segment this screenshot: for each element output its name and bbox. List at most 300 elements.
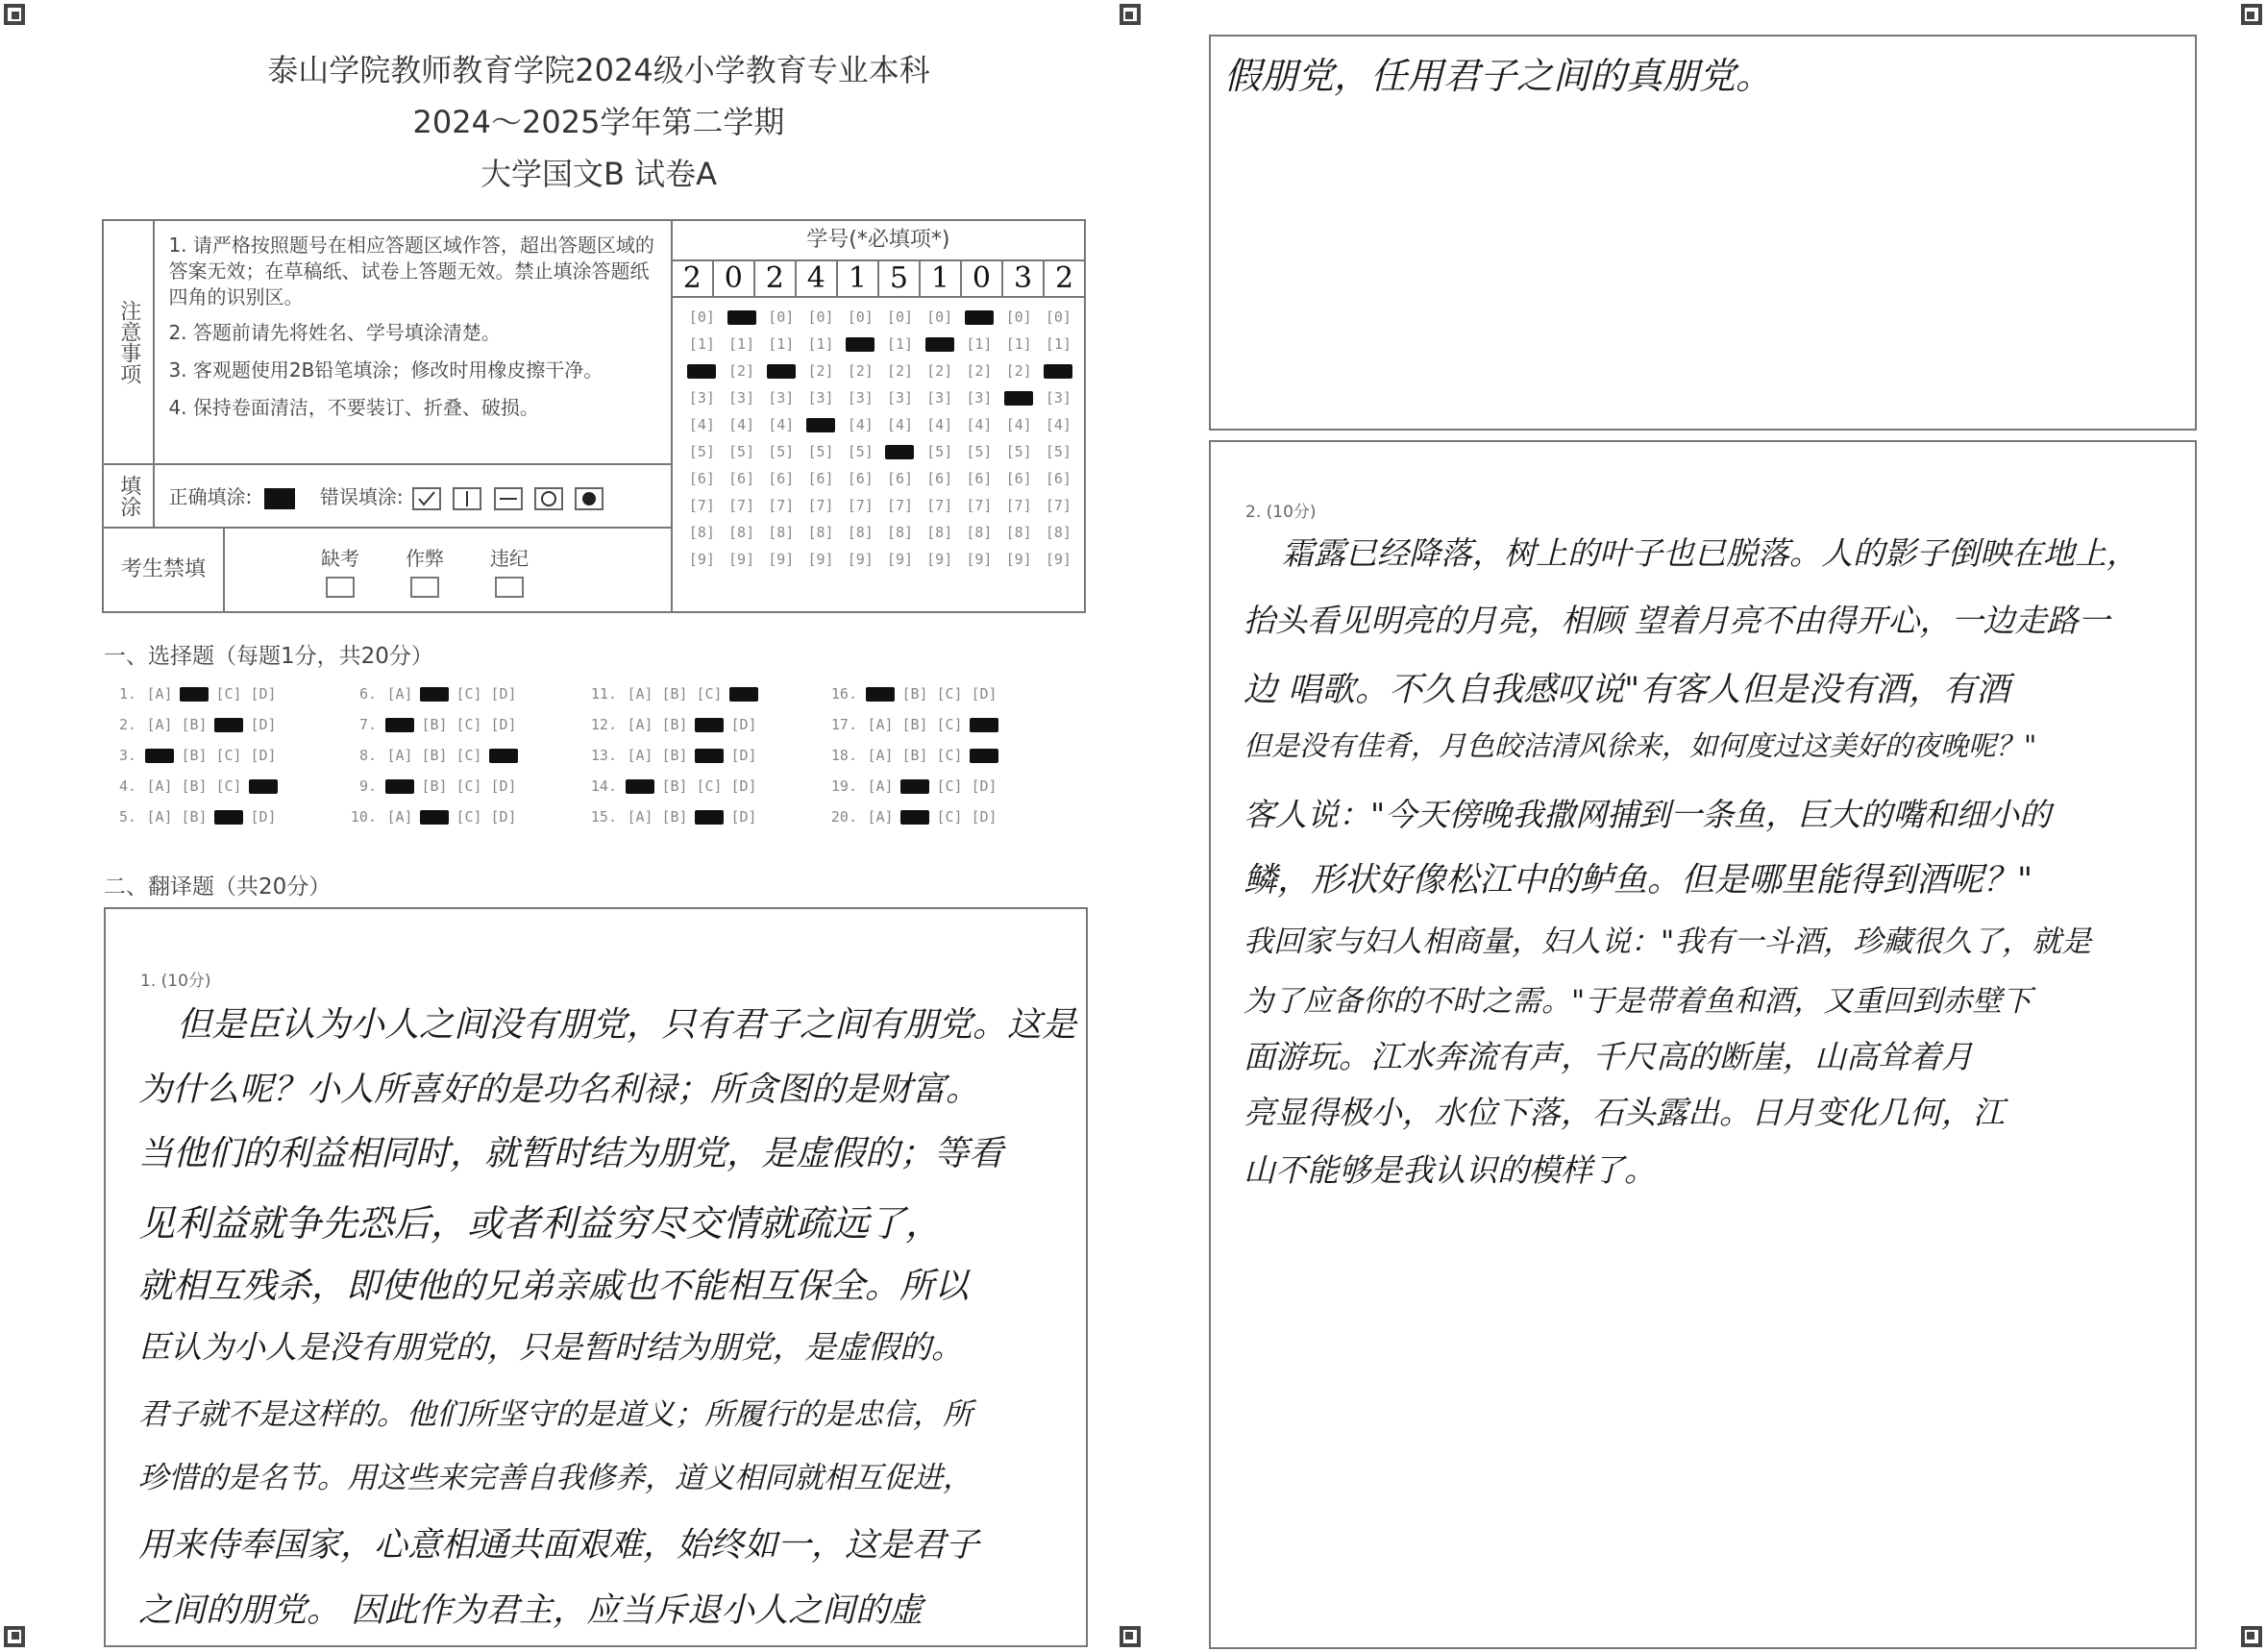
choice-option-c[interactable]: [C] [456, 685, 482, 703]
choice-option-c[interactable]: [C] [456, 747, 482, 764]
notice-label: 注意事项 [116, 300, 141, 384]
student-id-bubble[interactable]: [4] [1045, 416, 1071, 433]
cheating-label: 作弊 [406, 546, 444, 570]
student-id-bubble[interactable]: [3] [688, 389, 715, 407]
q1-line: 但是臣认为小人之间没有朋党，只有君子之间有朋党。这是 [177, 1005, 1077, 1045]
choice-option-a[interactable]: [A] [146, 716, 173, 733]
filled-mark [695, 718, 724, 732]
student-id-bubble[interactable]: [9] [1045, 551, 1071, 568]
student-id-bubble[interactable]: [5] [768, 443, 795, 460]
q1-line: 为什么呢？小人所喜好的是功名利禄；所贪图的是财富。 [138, 1071, 980, 1109]
answer-box-q1-continued[interactable] [1209, 35, 2197, 431]
student-id-bubble[interactable]: [4] [768, 416, 795, 433]
student-id-bubble[interactable]: [1] [1045, 335, 1071, 353]
student-id-bubble[interactable]: [6] [886, 470, 914, 487]
choice-option-c[interactable] [211, 801, 246, 832]
student-id-bubble[interactable] [1039, 358, 1078, 384]
student-id-bubble[interactable]: [4] [1005, 416, 1032, 433]
student-id-bubble[interactable]: [7] [966, 497, 993, 514]
answer-sheet-info-table [102, 219, 1086, 613]
student-id-bubble[interactable]: [2] [847, 362, 874, 380]
exam-title-line1: 泰山学院教师教育学院2024级小学教育专业本科 [267, 52, 930, 88]
student-id-bubble[interactable]: [8] [1045, 524, 1071, 541]
filled-mark [385, 718, 414, 732]
choice-option-a[interactable]: [A] [627, 808, 653, 826]
filled-mark [145, 749, 174, 763]
choice-option-a[interactable]: [A] [386, 685, 413, 703]
student-id-bubble[interactable]: [6] [1005, 470, 1032, 487]
filled-mark [900, 810, 929, 825]
filled-mark [214, 810, 243, 825]
q1-line: 君子就不是这样的。他们所坚守的是道义；所履行的是忠信，所 [138, 1397, 973, 1432]
choice-question-row [825, 801, 1001, 832]
student-id-bubble[interactable]: [3] [1045, 389, 1071, 407]
question-number: 20. [830, 808, 857, 826]
student-id-bubble[interactable]: [8] [926, 524, 953, 541]
choice-question-row [104, 709, 281, 740]
choice-option-a[interactable]: [A] [627, 716, 653, 733]
filled-mark [925, 337, 954, 352]
choice-question-row [584, 801, 761, 832]
choice-option-a[interactable]: [A] [867, 777, 894, 795]
student-id-bubble[interactable]: [1] [886, 335, 914, 353]
question-number: 1. [118, 685, 136, 703]
choice-question-row [584, 678, 761, 709]
choice-option-d[interactable]: [D] [730, 747, 757, 764]
filled-mark [1044, 364, 1072, 379]
student-id-bubble[interactable]: [7] [886, 497, 914, 514]
choice-option-c[interactable]: [C] [456, 716, 482, 733]
correct-fill-label: 正确填涂: [168, 485, 253, 509]
choice-question-row [344, 771, 521, 801]
student-id-bubble[interactable]: [0] [886, 308, 914, 326]
student-id-bubble[interactable]: [5] [847, 443, 874, 460]
notice-item-2: 2. 答题前请先将姓名、学号填涂清楚。 [168, 321, 501, 344]
q2-line: 面游玩。江水奔流有声，千尺高的断崖，山高耸着月 [1244, 1038, 1973, 1075]
choice-option-d[interactable]: [D] [490, 777, 517, 795]
choice-option-b[interactable]: [B] [661, 808, 688, 826]
student-id-digits [673, 259, 1084, 298]
notice-label-cell [103, 220, 154, 464]
student-id-bubble[interactable]: [6] [966, 470, 993, 487]
absent-option[interactable] [321, 543, 359, 598]
choice-option-c[interactable]: [C] [456, 777, 482, 795]
student-id-bubble[interactable]: [2] [926, 362, 953, 380]
student-id-bubble[interactable]: [6] [1045, 470, 1071, 487]
question-number: 11. [590, 685, 617, 703]
choice-question-row [344, 678, 521, 709]
violation-label: 违纪 [490, 546, 529, 570]
student-id-bubble[interactable]: [4] [847, 416, 874, 433]
choice-option-d[interactable]: [D] [490, 716, 517, 733]
student-id-bubble[interactable]: [7] [688, 497, 715, 514]
student-id-bubble[interactable]: [5] [688, 443, 715, 460]
choice-option-b[interactable]: [B] [181, 747, 208, 764]
question-number: 4. [118, 777, 136, 795]
question-number: 9. [358, 777, 377, 795]
question-number: 13. [590, 747, 617, 764]
filled-mark [846, 337, 874, 352]
q1-line: 当他们的利益相同时，就暂时结为朋党，是虚假的；等看 [138, 1134, 1004, 1173]
student-id-bubble[interactable]: [1] [728, 335, 755, 353]
wrong-fill-dash-icon [494, 487, 523, 510]
filled-mark [180, 687, 209, 702]
choice-option-a[interactable]: [A] [386, 808, 413, 826]
choice-option-a[interactable] [142, 740, 177, 771]
q2-line: 霜露已经降落，树上的叶子也已脱落。人的影子倒映在地上， [1282, 534, 2138, 572]
student-id-bubble[interactable]: [9] [966, 551, 993, 568]
choice-question-row [584, 709, 761, 740]
filled-mark [214, 718, 243, 732]
choice-option-b[interactable]: [B] [661, 685, 688, 703]
student-id-bubble[interactable]: [8] [768, 524, 795, 541]
student-id-bubble[interactable]: [6] [926, 470, 953, 487]
student-id-bubble[interactable]: [7] [728, 497, 755, 514]
student-id-bubble[interactable]: [1] [1005, 335, 1032, 353]
choice-option-b[interactable]: [B] [421, 747, 448, 764]
student-id-bubble[interactable]: [7] [1005, 497, 1032, 514]
choice-option-b[interactable]: [B] [901, 716, 928, 733]
choice-option-a[interactable] [863, 678, 898, 709]
student-id-bubble[interactable]: [5] [926, 443, 953, 460]
student-id-digit: 0 [714, 261, 755, 296]
filled-mark [1004, 391, 1033, 406]
choice-column-2 [344, 678, 521, 832]
filled-mark [385, 779, 414, 794]
choice-option-d[interactable] [967, 740, 1001, 771]
student-id-bubble[interactable]: [3] [847, 389, 874, 407]
choice-question-row [344, 740, 521, 771]
choice-option-c[interactable] [692, 801, 727, 832]
student-id-bubble[interactable]: [1] [807, 335, 834, 353]
answer-box-q1[interactable] [104, 907, 1088, 1647]
filled-mark [249, 779, 278, 794]
filled-mark [687, 364, 716, 379]
choice-option-b[interactable]: [B] [421, 777, 448, 795]
choice-option-c[interactable]: [C] [456, 808, 482, 826]
choice-question-row [584, 740, 761, 771]
corner-marker-bottom-left [4, 1626, 25, 1647]
student-id-bubble[interactable]: [6] [728, 470, 755, 487]
choice-question-row [825, 678, 1001, 709]
choice-option-b[interactable]: [B] [901, 747, 928, 764]
student-id-bubble[interactable]: [0] [1005, 308, 1032, 326]
choice-option-d[interactable]: [D] [250, 716, 277, 733]
student-id-bubble[interactable]: [5] [807, 443, 834, 460]
student-id-bubble[interactable]: [8] [807, 524, 834, 541]
choice-option-c[interactable] [211, 709, 246, 740]
student-id-bubble[interactable]: [8] [966, 524, 993, 541]
q1-line: 之间的朋党。 因此作为君主，应当斥退小人之间的虚 [138, 1591, 924, 1630]
student-id-bubble[interactable]: [3] [926, 389, 953, 407]
student-id-bubble[interactable]: [9] [926, 551, 953, 568]
q1-continuation-line: 假朋党，任用君子之间的真朋党。 [1224, 55, 1773, 97]
choice-question-row [584, 771, 761, 801]
wrong-fill-dot-icon [575, 487, 603, 510]
filled-mark [970, 718, 998, 732]
wrong-fill-label: 错误填涂: [319, 485, 404, 509]
student-id-bubble[interactable]: [8] [688, 524, 715, 541]
choice-option-d[interactable]: [D] [730, 716, 757, 733]
choice-option-d[interactable]: [D] [250, 808, 277, 826]
student-id-bubble[interactable]: [2] [807, 362, 834, 380]
student-id-bubble[interactable]: [1] [688, 335, 715, 353]
question-number: 5. [118, 808, 136, 826]
translation-section-title: 二、翻译题（共20分） [104, 875, 332, 900]
q1-line: 就相互残杀，即使他的兄弟亲戚也不能相互保全。所以 [138, 1267, 970, 1306]
choice-option-a[interactable] [623, 771, 657, 801]
choice-question-row [825, 740, 1001, 771]
student-id-bubble[interactable]: [1] [966, 335, 993, 353]
choice-option-d[interactable] [246, 771, 281, 801]
choice-option-c[interactable]: [C] [215, 777, 242, 795]
question-number: 6. [358, 685, 377, 703]
fill-label: 填涂 [116, 475, 141, 517]
cheating-option[interactable] [406, 543, 444, 598]
student-id-bubble[interactable]: [9] [728, 551, 755, 568]
student-id-bubble[interactable]: [9] [688, 551, 715, 568]
choice-question-row [104, 740, 281, 771]
choice-option-c[interactable]: [C] [215, 685, 242, 703]
student-id-bubble[interactable]: [7] [847, 497, 874, 514]
choice-option-a[interactable]: [A] [146, 808, 173, 826]
filled-mark [420, 810, 449, 825]
notice-item-1: 1. 请严格按照题号在相应答题区域作答，超出答题区域的答案无效；在草稿纸、试卷上答题无效。禁止填涂答题纸四角的识别区。 [168, 234, 654, 308]
q2-line: 边 唱歌。不久自我感叹说"有客人但是没有酒，有酒 [1244, 671, 2010, 709]
student-id-bubble[interactable]: [6] [768, 470, 795, 487]
student-id-bubble[interactable]: [2] [966, 362, 993, 380]
choice-option-c[interactable]: [C] [936, 685, 963, 703]
choice-option-b[interactable]: [B] [661, 777, 688, 795]
student-id-bubble[interactable]: [5] [1045, 443, 1071, 460]
prohibited-cell [103, 528, 672, 612]
student-id-bubble[interactable]: [0] [926, 308, 953, 326]
student-id-bubble[interactable]: [7] [1045, 497, 1071, 514]
student-id-digit: 1 [838, 261, 879, 296]
choice-option-c[interactable]: [C] [936, 747, 963, 764]
wrong-fill-check-icon [412, 487, 441, 510]
absent-label: 缺考 [321, 546, 359, 570]
filled-mark [729, 687, 758, 702]
filled-mark [866, 687, 895, 702]
student-id-bubble[interactable]: [5] [1005, 443, 1032, 460]
choice-option-a[interactable]: [A] [146, 685, 173, 703]
student-id-bubble[interactable] [722, 304, 761, 331]
student-id-bubble[interactable]: [3] [728, 389, 755, 407]
student-id-bubble[interactable]: [0] [768, 308, 795, 326]
student-id-bubble[interactable]: [4] [886, 416, 914, 433]
corner-marker-top-right [2241, 4, 2262, 25]
filled-mark [767, 364, 796, 379]
choice-option-a[interactable]: [A] [146, 777, 173, 795]
student-id-bubble-grid[interactable] [673, 298, 1084, 573]
student-id-bubble[interactable]: [8] [886, 524, 914, 541]
question-number: 8. [358, 747, 377, 764]
choice-option-b[interactable]: [B] [901, 685, 928, 703]
notice-item-3: 3. 客观题使用2B铅笔填涂；修改时用橡皮擦干净。 [168, 358, 603, 382]
q2-line: 客人说："今天傍晚我撒网捕到一条鱼，巨大的嘴和细小的 [1244, 796, 2052, 833]
student-id-digit: 4 [797, 261, 838, 296]
wrong-fill-bar-icon [453, 487, 481, 510]
choice-option-c[interactable]: [C] [936, 716, 963, 733]
notice-items-cell [154, 220, 671, 464]
student-id-bubble[interactable]: [8] [847, 524, 874, 541]
choice-option-b[interactable] [898, 801, 932, 832]
choice-option-d[interactable]: [D] [250, 747, 277, 764]
choice-option-a[interactable]: [A] [386, 747, 413, 764]
choice-option-c[interactable]: [C] [696, 777, 723, 795]
student-id-bubble[interactable]: [9] [886, 551, 914, 568]
choice-option-d[interactable]: [D] [730, 808, 757, 826]
student-id-bubble[interactable]: [5] [728, 443, 755, 460]
student-id-digit: 0 [962, 261, 1003, 296]
student-id-bubble[interactable]: [0] [688, 308, 715, 326]
choice-option-c[interactable] [692, 709, 727, 740]
choice-option-d[interactable] [727, 678, 761, 709]
student-id-bubble[interactable]: [3] [807, 389, 834, 407]
student-id-bubble[interactable]: [0] [847, 308, 874, 326]
q2-line: 但是没有佳肴，月色皎洁清风徐来，如何度过这美好的夜晚呢？" [1244, 729, 2037, 762]
choice-option-b[interactable]: [B] [181, 716, 208, 733]
q1-line: 见利益就争先恐后，或者利益穷尽交情就疏远了， [138, 1202, 943, 1245]
student-id-bubble[interactable] [761, 358, 800, 384]
choice-option-a[interactable] [382, 709, 417, 740]
question-number: 16. [830, 685, 857, 703]
student-id-bubble[interactable]: [4] [688, 416, 715, 433]
student-id-bubble[interactable]: [2] [886, 362, 914, 380]
student-id-bubble[interactable] [920, 331, 959, 358]
question-number: 15. [590, 808, 617, 826]
fill-example-cell [154, 464, 671, 528]
choice-option-b[interactable] [898, 771, 932, 801]
choice-option-b[interactable]: [B] [421, 716, 448, 733]
student-id-bubble[interactable]: [9] [1005, 551, 1032, 568]
cheating-box[interactable] [410, 577, 439, 598]
choice-option-a[interactable]: [A] [867, 808, 894, 826]
student-id-bubble[interactable]: [2] [1005, 362, 1032, 380]
violation-option[interactable] [490, 543, 529, 598]
choice-option-b[interactable] [177, 678, 211, 709]
choice-option-b[interactable]: [B] [661, 716, 688, 733]
student-id-bubble[interactable]: [7] [768, 497, 795, 514]
correct-fill-example [264, 488, 295, 509]
student-id-bubble[interactable] [800, 411, 840, 438]
choice-option-b[interactable] [417, 801, 452, 832]
violation-box[interactable] [495, 577, 524, 598]
choice-option-d[interactable]: [D] [730, 777, 757, 795]
student-id-bubble[interactable] [959, 304, 998, 331]
choice-option-c[interactable]: [C] [936, 808, 963, 826]
choice-option-d[interactable]: [D] [971, 808, 998, 826]
question-number: 19. [830, 777, 857, 795]
student-id-digit: 5 [879, 261, 921, 296]
student-id-bubble[interactable]: [4] [926, 416, 953, 433]
q2-label: 2. (10分) [1245, 503, 1317, 522]
student-id-bubble[interactable]: [2] [728, 362, 755, 380]
choice-option-d[interactable]: [D] [250, 685, 277, 703]
student-id-bubble[interactable] [880, 438, 920, 465]
student-id-bubble[interactable]: [5] [966, 443, 993, 460]
filled-mark [420, 687, 449, 702]
corner-marker-bottom-middle [1120, 1626, 1141, 1647]
filled-mark [626, 779, 654, 794]
choice-option-c[interactable]: [C] [696, 685, 723, 703]
filled-mark [885, 445, 914, 459]
question-number: 17. [830, 716, 857, 733]
choice-option-a[interactable]: [A] [867, 747, 894, 764]
exam-title-line3: 大学国文B 试卷A [480, 156, 718, 192]
student-id-bubble[interactable]: [6] [688, 470, 715, 487]
choice-option-c[interactable]: [C] [215, 747, 242, 764]
choice-option-d[interactable]: [D] [490, 685, 517, 703]
absent-box[interactable] [326, 577, 355, 598]
student-id-bubble[interactable]: [4] [966, 416, 993, 433]
choice-option-b[interactable]: [B] [181, 808, 208, 826]
filled-mark [695, 810, 724, 825]
student-id-bubble[interactable]: [3] [966, 389, 993, 407]
choice-option-c[interactable]: [C] [936, 777, 963, 795]
choice-option-b[interactable]: [B] [181, 777, 208, 795]
student-id-bubble[interactable]: [8] [728, 524, 755, 541]
filled-mark [965, 310, 994, 325]
student-id-bubble[interactable]: [8] [1005, 524, 1032, 541]
choice-option-a[interactable]: [A] [867, 716, 894, 733]
student-id-digit: 2 [673, 261, 714, 296]
q2-line: 为了应备你的不时之需。"于是带着鱼和酒，又重回到赤壁下 [1244, 984, 2032, 1019]
student-id-digit: 2 [755, 261, 797, 296]
student-id-bubble[interactable]: [3] [768, 389, 795, 407]
student-id-bubble[interactable] [999, 384, 1039, 411]
student-id-bubble[interactable]: [0] [807, 308, 834, 326]
student-id-bubble[interactable]: [9] [847, 551, 874, 568]
student-id-bubble[interactable]: [7] [926, 497, 953, 514]
question-number: 3. [118, 747, 136, 764]
choice-option-a[interactable]: [A] [627, 685, 653, 703]
student-id-bubble[interactable]: [9] [768, 551, 795, 568]
student-id-bubble[interactable]: [0] [1045, 308, 1071, 326]
choice-option-c[interactable] [692, 740, 727, 771]
corner-marker-top-left [4, 4, 25, 25]
choice-option-d[interactable]: [D] [971, 685, 998, 703]
student-id-bubble[interactable] [841, 331, 880, 358]
filled-mark [727, 310, 756, 325]
student-id-bubble[interactable]: [6] [847, 470, 874, 487]
filled-mark [695, 749, 724, 763]
choice-option-a[interactable]: [A] [627, 747, 653, 764]
choice-section-title: 一、选择题（每题1分，共20分） [104, 644, 433, 669]
student-id-bubble[interactable]: [9] [807, 551, 834, 568]
corner-marker-bottom-right [2241, 1626, 2262, 1647]
student-id-bubble[interactable]: [4] [728, 416, 755, 433]
choice-option-d[interactable]: [D] [490, 808, 517, 826]
choice-column-4 [825, 678, 1001, 832]
question-number: 7. [358, 716, 377, 733]
student-id-bubble[interactable] [682, 358, 722, 384]
choice-option-d[interactable]: [D] [971, 777, 998, 795]
answer-box-q2[interactable] [1209, 440, 2197, 1649]
choice-option-d[interactable] [486, 740, 521, 771]
choice-option-d[interactable] [967, 709, 1001, 740]
q2-line: 山不能够是我认识的模样了。 [1244, 1151, 1656, 1189]
choice-option-b[interactable]: [B] [661, 747, 688, 764]
student-id-bubble[interactable]: [3] [886, 389, 914, 407]
choice-option-a[interactable] [382, 771, 417, 801]
student-id-bubble[interactable]: [6] [807, 470, 834, 487]
choice-column-3 [584, 678, 761, 832]
student-id-bubble[interactable]: [1] [768, 335, 795, 353]
student-id-bubble[interactable]: [7] [807, 497, 834, 514]
choice-option-b[interactable] [417, 678, 452, 709]
